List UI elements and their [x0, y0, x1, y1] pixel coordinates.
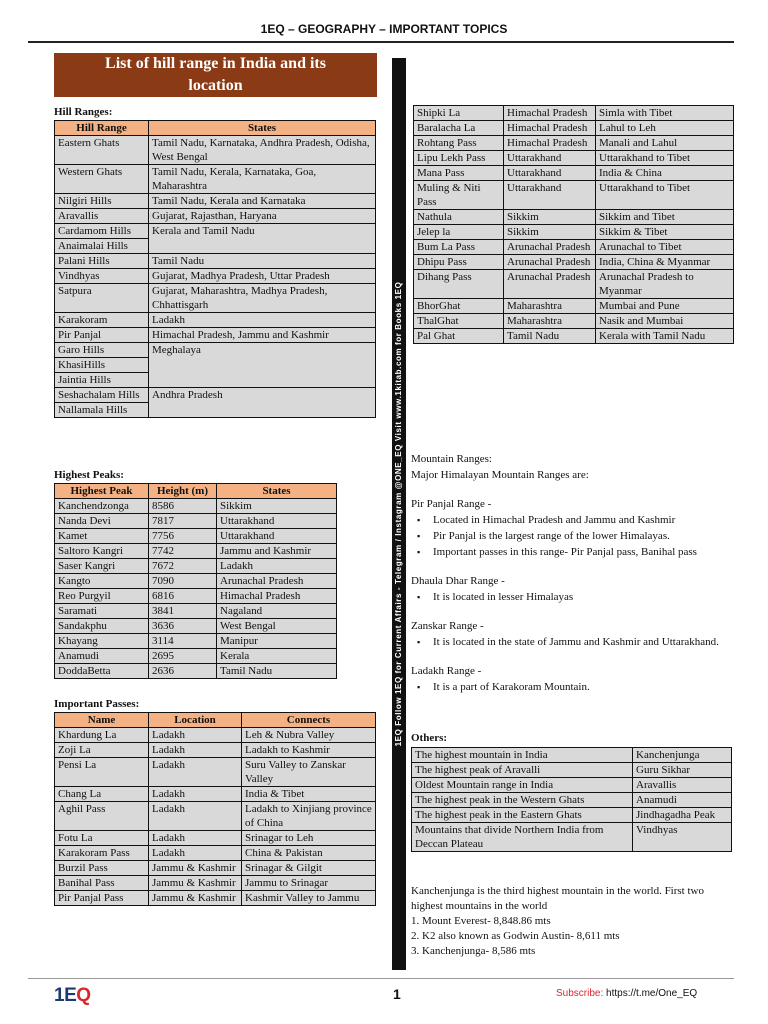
table-row	[412, 793, 732, 808]
table-row	[55, 649, 337, 664]
state-cell: Sikkim	[217, 499, 337, 514]
fact-cell: The highest peak of Aravalli	[412, 763, 633, 778]
hill-range-cell	[55, 328, 149, 343]
pass-name-cell: Fotu La	[55, 831, 149, 846]
table-row	[55, 529, 337, 544]
table-row	[414, 151, 734, 166]
peak-name-cell: DoddaBetta	[55, 664, 149, 679]
page-header: 1EQ – GEOGRAPHY – IMPORTANT TOPICS	[260, 22, 508, 36]
connects-cell: Srinagar to Leh	[242, 831, 376, 846]
table-row	[55, 664, 337, 679]
connects-cell: Nasik and Mumbai	[596, 314, 734, 329]
peak-name-cell: Saltoro Kangri	[55, 544, 149, 559]
hill-range-name: Pir Panjal	[58, 329, 102, 341]
table-row	[55, 165, 376, 194]
highest-peaks-table	[54, 483, 337, 679]
pass-name-cell: Rohtang Pass	[414, 136, 504, 151]
peak-name-cell: Khayang	[55, 634, 149, 649]
hill-range-cell	[55, 269, 149, 284]
table-header: States	[149, 121, 376, 136]
peak-name-cell: Saser Kangri	[55, 559, 149, 574]
state-cell: Jammu and Kashmir	[217, 544, 337, 559]
height-cell: 7817	[149, 514, 217, 529]
passes-table	[54, 712, 376, 906]
state-cell: Uttarakhand	[217, 529, 337, 544]
table-row	[55, 802, 376, 831]
closing-line: 1. Mount Everest- 8,848.86 mts	[411, 915, 551, 927]
range-title: Dhaula Dhar Range -	[411, 575, 505, 587]
important-passes-label: Important Passes:	[54, 698, 140, 710]
location-cell: Jammu & Kashmir	[149, 876, 242, 891]
location-cell: Ladakh	[149, 787, 242, 802]
connects-cell: India & China	[596, 166, 734, 181]
pass-name-cell: Dhipu Pass	[414, 255, 504, 270]
pass-name-cell: Karakoram Pass	[55, 846, 149, 861]
footer-rule	[28, 978, 734, 979]
mountain-ranges-section	[411, 451, 731, 695]
pass-name-cell: Jelep la	[414, 225, 504, 240]
table-row	[55, 728, 376, 743]
location-cell: Ladakh	[149, 743, 242, 758]
table-row	[414, 225, 734, 240]
hill-range-name: Seshachalam Hills	[58, 389, 140, 401]
pass-name-cell: Pal Ghat	[414, 329, 504, 344]
table-row	[55, 559, 337, 574]
location-cell: Uttarakhand	[504, 151, 596, 166]
hill-range-cell	[55, 165, 149, 194]
fact-cell: The highest peak in the Eastern Ghats	[412, 808, 633, 823]
table-row	[55, 619, 337, 634]
state-cell: Uttarakhand	[217, 514, 337, 529]
hill-range-cell	[55, 254, 149, 269]
table-row	[55, 388, 376, 418]
connects-cell: India & Tibet	[242, 787, 376, 802]
location-cell: Uttarakhand	[504, 181, 596, 210]
table-header: Connects	[242, 713, 376, 728]
table-row	[55, 284, 376, 313]
table-row	[55, 574, 337, 589]
state-cell: West Bengal	[217, 619, 337, 634]
pass-name-cell: Banihal Pass	[55, 876, 149, 891]
table-row	[55, 876, 376, 891]
table-row	[55, 254, 376, 269]
location-cell: Jammu & Kashmir	[149, 861, 242, 876]
answer-cell: Anamudi	[633, 793, 732, 808]
pass-name-cell: Bum La Pass	[414, 240, 504, 255]
table-row	[55, 328, 376, 343]
hill-range-name: Satpura	[58, 285, 92, 297]
states-cell: Gujarat, Rajasthan, Haryana	[149, 209, 376, 224]
height-cell: 7756	[149, 529, 217, 544]
pass-name-cell: Nathula	[414, 210, 504, 225]
table-row	[414, 166, 734, 181]
pass-name-cell: Muling & Niti Pass	[414, 181, 504, 210]
location-cell: Uttarakhand	[504, 166, 596, 181]
header-rule	[28, 41, 734, 43]
pass-name-cell: Khardung La	[55, 728, 149, 743]
answer-cell: Aravallis	[633, 778, 732, 793]
table-row	[55, 136, 376, 165]
table-row	[55, 604, 337, 619]
mountain-intro: Major Himalayan Mountain Ranges are:	[411, 469, 589, 481]
hill-range-name: Nilgiri Hills	[58, 195, 112, 207]
table-row	[55, 846, 376, 861]
hill-range-cell	[55, 194, 149, 209]
table-row	[55, 269, 376, 284]
table-row	[55, 861, 376, 876]
height-cell: 3841	[149, 604, 217, 619]
subscribe-link[interactable]: https://t.me/One_EQ	[606, 988, 698, 999]
table-row	[412, 748, 732, 763]
connects-cell: Suru Valley to Zanskar Valley	[242, 758, 376, 787]
location-cell: Ladakh	[149, 728, 242, 743]
table-row	[412, 763, 732, 778]
pass-name-cell: Burzil Pass	[55, 861, 149, 876]
bullet-item: ▪ Important passes in this range- Pir Panjal pass, Banihal pass	[411, 544, 731, 560]
location-cell: Arunachal Pradesh	[504, 240, 596, 255]
closing-line: 2. K2 also known as Godwin Austin- 8,611 mts	[411, 930, 620, 942]
range-title: Pir Panjal Range -	[411, 498, 492, 510]
table-row	[55, 514, 337, 529]
others-table	[411, 747, 732, 852]
table-row	[414, 181, 734, 210]
table-row	[412, 823, 732, 852]
pass-name-cell: ThalGhat	[414, 314, 504, 329]
title-line-2: location	[188, 77, 243, 94]
height-cell: 8586	[149, 499, 217, 514]
table-header: Name	[55, 713, 149, 728]
table-row	[55, 831, 376, 846]
states-cell: Tamil Nadu, Kerala, Karnataka, Goa, Maharashtra	[149, 165, 376, 194]
height-cell: 7672	[149, 559, 217, 574]
table-row	[55, 209, 376, 224]
table-row	[414, 299, 734, 314]
location-cell: Himachal Pradesh	[504, 121, 596, 136]
page-number: 1	[393, 986, 401, 1002]
connects-cell: Ladakh to Kashmir	[242, 743, 376, 758]
bullet-item: ▪ Pir Panjal is the largest range of the lower Himalayas.	[411, 528, 731, 544]
peak-name-cell: Saramati	[55, 604, 149, 619]
closing-text	[411, 884, 733, 959]
hill-ranges-table	[54, 120, 376, 418]
connects-cell: Arunachal Pradesh to Myanmar	[596, 270, 734, 299]
fact-cell: Mountains that divide Northern India from Deccan Plateau	[412, 823, 633, 852]
connects-cell: Arunachal to Tibet	[596, 240, 734, 255]
connects-cell: Manali and Lahul	[596, 136, 734, 151]
state-cell: Kerala	[217, 649, 337, 664]
location-cell: Ladakh	[149, 831, 242, 846]
pass-name-cell: Pensi La	[55, 758, 149, 787]
table-row	[414, 121, 734, 136]
hill-range-name: Garo Hills	[58, 344, 105, 356]
location-cell: Ladakh	[149, 758, 242, 787]
table-row	[414, 255, 734, 270]
pass-name-cell: Lipu Lekh Pass	[414, 151, 504, 166]
bullet-item: ▪ Located in Himachal Pradesh and Jammu and Kashmir	[411, 512, 731, 528]
range-bullets	[411, 679, 731, 695]
side-banner	[392, 58, 406, 970]
table-row	[55, 787, 376, 802]
hill-range-cell	[55, 343, 149, 388]
states-cell: Tamil Nadu, Karnataka, Andhra Pradesh, Odisha, West Bengal	[149, 136, 376, 165]
table-header: States	[217, 484, 337, 499]
location-cell: Maharashtra	[504, 299, 596, 314]
hill-range-name: Western Ghats	[58, 166, 123, 178]
location-cell: Tamil Nadu	[504, 329, 596, 344]
hill-range-cell	[55, 284, 149, 313]
table-row	[55, 544, 337, 559]
hill-range-cell	[55, 209, 149, 224]
pass-name-cell: Aghil Pass	[55, 802, 149, 831]
connects-cell: Srinagar & Gilgit	[242, 861, 376, 876]
table-row	[55, 313, 376, 328]
states-cell: Andhra Pradesh	[149, 388, 376, 418]
pass-name-cell: Shipki La	[414, 106, 504, 121]
peak-name-cell: Kangto	[55, 574, 149, 589]
table-header: Hill Range	[55, 121, 149, 136]
brand-logo	[54, 985, 91, 1007]
answer-cell: Jindhagadha Peak	[633, 808, 732, 823]
location-cell: Ladakh	[149, 846, 242, 861]
height-cell: 7742	[149, 544, 217, 559]
table-header: Height (m)	[149, 484, 217, 499]
peak-name-cell: Nanda Devi	[55, 514, 149, 529]
answer-cell: Guru Sikhar	[633, 763, 732, 778]
states-cell: Himachal Pradesh, Jammu and Kashmir	[149, 328, 376, 343]
peak-name-cell: Reo Purgyil	[55, 589, 149, 604]
closing-line: Kanchenjunga is the third highest mountain in the world. First two highest mountains in the world	[411, 885, 704, 912]
states-cell: Meghalaya	[149, 343, 376, 388]
connects-cell: Sikkim & Tibet	[596, 225, 734, 240]
hill-ranges-label: Hill Ranges:	[54, 106, 113, 118]
table-row	[55, 743, 376, 758]
height-cell: 6816	[149, 589, 217, 604]
table-row	[55, 589, 337, 604]
height-cell: 7090	[149, 574, 217, 589]
table-row	[414, 240, 734, 255]
closing-line: 3. Kanchenjunga- 8,586 mts	[411, 945, 536, 957]
pass-name-cell: Baralacha La	[414, 121, 504, 136]
states-cell: Kerala and Tamil Nadu	[149, 224, 376, 254]
location-cell: Maharashtra	[504, 314, 596, 329]
table-row	[412, 778, 732, 793]
location-cell: Himachal Pradesh	[504, 106, 596, 121]
peak-name-cell: Sandakphu	[55, 619, 149, 634]
fact-cell: Oldest Mountain range in India	[412, 778, 633, 793]
connects-cell: Lahul to Leh	[596, 121, 734, 136]
subscribe-line	[556, 988, 697, 999]
table-row	[55, 499, 337, 514]
table-row	[55, 634, 337, 649]
hill-range-cell	[55, 313, 149, 328]
table-row	[412, 808, 732, 823]
location-cell: Ladakh	[149, 802, 242, 831]
hill-range-name: Vindhyas	[58, 270, 100, 282]
state-cell: Tamil Nadu	[217, 664, 337, 679]
pass-name-cell: Mana Pass	[414, 166, 504, 181]
hill-range-name: Jaintia Hills	[55, 372, 148, 387]
document-title	[54, 53, 377, 97]
table-row	[414, 210, 734, 225]
title-line-1: List of hill range in India and its	[105, 55, 326, 72]
bullet-item: ▪ It is located in the state of Jammu and Kashmir and Uttarakhand.	[411, 634, 731, 650]
states-cell: Tamil Nadu, Kerala and Karnataka	[149, 194, 376, 209]
state-cell: Ladakh	[217, 559, 337, 574]
connects-cell: Kashmir Valley to Jammu	[242, 891, 376, 906]
connects-cell: Ladakh to Xinjiang province of China	[242, 802, 376, 831]
state-cell: Himachal Pradesh	[217, 589, 337, 604]
connects-cell: China & Pakistan	[242, 846, 376, 861]
logo-text: 1E	[54, 985, 77, 1006]
connects-cell: Mumbai and Pune	[596, 299, 734, 314]
range-title: Ladakh Range -	[411, 665, 482, 677]
hill-range-cell	[55, 136, 149, 165]
table-row	[414, 270, 734, 299]
state-cell: Manipur	[217, 634, 337, 649]
states-cell: Tamil Nadu	[149, 254, 376, 269]
state-cell: Arunachal Pradesh	[217, 574, 337, 589]
hill-range-cell	[55, 224, 149, 254]
answer-cell: Kanchenjunga	[633, 748, 732, 763]
highest-peaks-label: Highest Peaks:	[54, 469, 124, 481]
logo-accent: Q	[76, 985, 91, 1006]
fact-cell: The highest mountain in India	[412, 748, 633, 763]
peak-name-cell: Anamudi	[55, 649, 149, 664]
location-cell: Jammu & Kashmir	[149, 891, 242, 906]
pass-name-cell: Chang La	[55, 787, 149, 802]
table-row	[414, 106, 734, 121]
pass-name-cell: Pir Panjal Pass	[55, 891, 149, 906]
location-cell: Arunachal Pradesh	[504, 255, 596, 270]
bullet-item: ▪ It is a part of Karakoram Mountain.	[411, 679, 731, 695]
hill-range-name: Aravallis	[58, 210, 99, 222]
height-cell: 2695	[149, 649, 217, 664]
connects-cell: Leh & Nubra Valley	[242, 728, 376, 743]
pass-name-cell: Dihang Pass	[414, 270, 504, 299]
height-cell: 2636	[149, 664, 217, 679]
height-cell: 3636	[149, 619, 217, 634]
mountain-heading: Mountain Ranges:	[411, 453, 492, 465]
passes-table-continued	[413, 105, 734, 344]
table-row	[55, 194, 376, 209]
table-header: Location	[149, 713, 242, 728]
pass-name-cell: Zoji La	[55, 743, 149, 758]
peak-name-cell: Kanchendzonga	[55, 499, 149, 514]
subscribe-label: Subscribe:	[556, 988, 604, 999]
states-cell: Ladakh	[149, 313, 376, 328]
answer-cell: Vindhyas	[633, 823, 732, 852]
fact-cell: The highest peak in the Western Ghats	[412, 793, 633, 808]
states-cell: Gujarat, Madhya Pradesh, Uttar Pradesh	[149, 269, 376, 284]
table-row	[55, 343, 376, 388]
hill-range-name: Karakoram	[58, 314, 108, 326]
hill-range-cell	[55, 388, 149, 418]
range-bullets	[411, 589, 731, 605]
connects-cell: Jammu to Srinagar	[242, 876, 376, 891]
pass-name-cell: BhorGhat	[414, 299, 504, 314]
table-header: Highest Peak	[55, 484, 149, 499]
hill-range-name: Nallamala Hills	[55, 402, 148, 417]
height-cell: 3114	[149, 634, 217, 649]
table-row	[414, 314, 734, 329]
connects-cell: Simla with Tibet	[596, 106, 734, 121]
hill-range-name: Cardamom Hills	[58, 225, 132, 237]
location-cell: Arunachal Pradesh	[504, 270, 596, 299]
hill-range-name: Anaimalai Hills	[55, 238, 148, 253]
hill-range-name: Palani Hills	[58, 255, 110, 267]
state-cell: Nagaland	[217, 604, 337, 619]
range-bullets	[411, 634, 731, 650]
table-row	[55, 758, 376, 787]
hill-range-name: KhasiHills	[55, 357, 148, 372]
location-cell: Himachal Pradesh	[504, 136, 596, 151]
location-cell: Sikkim	[504, 210, 596, 225]
table-row	[414, 136, 734, 151]
connects-cell: Kerala with Tamil Nadu	[596, 329, 734, 344]
peak-name-cell: Kamet	[55, 529, 149, 544]
connects-cell: India, China & Myanmar	[596, 255, 734, 270]
hill-range-name: Eastern Ghats	[58, 137, 120, 149]
bullet-item: ▪ It is located in lesser Himalayas	[411, 589, 731, 605]
range-title: Zanskar Range -	[411, 620, 484, 632]
table-row	[414, 329, 734, 344]
connects-cell: Sikkim and Tibet	[596, 210, 734, 225]
others-label: Others:	[411, 732, 448, 744]
location-cell: Sikkim	[504, 225, 596, 240]
table-row	[55, 891, 376, 906]
range-bullets	[411, 512, 731, 560]
side-banner-text: 1EQ Follow 1EQ for Current Affairs - Telegram / Instagram @ONE_EQ Visit www.1kitab.com for Books 1EQ	[394, 281, 403, 747]
states-cell: Gujarat, Maharashtra, Madhya Pradesh, Chhattisgarh	[149, 284, 376, 313]
connects-cell: Uttarakhand to Tibet	[596, 151, 734, 166]
connects-cell: Uttarakhand to Tibet	[596, 181, 734, 210]
table-row	[55, 224, 376, 254]
